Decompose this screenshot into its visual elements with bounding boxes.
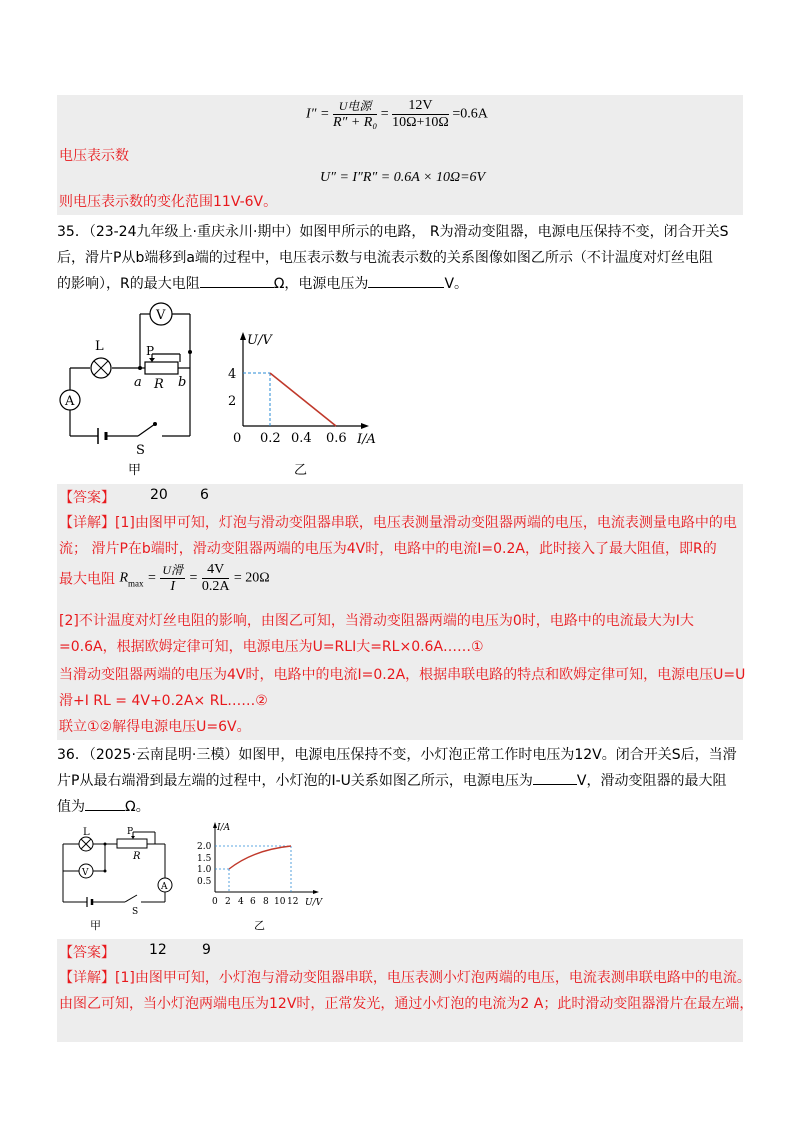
svg-text:2: 2: [228, 394, 237, 409]
svg-text:8: 8: [263, 897, 269, 907]
solution-conclusion: 则电压表示数的变化范围11V-6V。: [59, 194, 278, 210]
svg-text:0.5: 0.5: [197, 877, 212, 887]
svg-text:1.5: 1.5: [197, 854, 212, 864]
svg-text:0: 0: [212, 897, 218, 907]
svg-text:2: 2: [225, 897, 231, 907]
svg-text:S: S: [136, 443, 145, 458]
explanation-line: 流； 滑片P在b端时，滑动变阻器两端的电压为4V时，电路中的电流I=0.2A，此时接入了最大阻值，即R的: [59, 541, 717, 557]
explanation-line: 滑+I RL = 4V+0.2A× RL……②: [59, 693, 268, 709]
explanation-line: 【详解】[1]由图甲可知，小灯泡与滑动变阻器串联，电压表测小灯泡两端的电压，电流表测串联电路中的电流。: [59, 970, 751, 986]
svg-text:I/A: I/A: [357, 432, 376, 447]
svg-text:0.2: 0.2: [260, 431, 281, 446]
svg-text:R: R: [154, 377, 164, 392]
answer-blank: [200, 287, 274, 288]
svg-text:P: P: [127, 827, 134, 837]
svg-text:I/A: I/A: [217, 823, 231, 833]
figure-caption-yi: 乙: [254, 919, 265, 932]
answer-blank: [533, 784, 577, 785]
data-curve: [229, 846, 291, 869]
svg-text:A: A: [65, 394, 75, 409]
svg-text:0: 0: [233, 431, 242, 446]
question-35-line: 后，滑片P从b端移到a端的过程中，电压表示数与电流表示数的关系图像如图乙所示（不计温度对灯丝电阻: [57, 250, 713, 266]
svg-text:b: b: [178, 375, 187, 390]
explanation-line: 联立①②解得电源电压U=6V。: [59, 719, 251, 735]
explanation-formula: 最大电阻 $R_{max}$ = $\frac{\text{U滑}}{I}$ = $\frac{4V}{0.2A}$ = 20Ω: [59, 562, 270, 594]
svg-text:U/V: U/V: [305, 898, 323, 908]
explanation-line: [2]不计温度对灯丝电阻的影响，由图乙可知，当滑动变阻器两端的电压为0时，电路中的电流最大为I大: [59, 613, 694, 629]
explanation-line: 【详解】[1]由图甲可知，灯泡与滑动变阻器串联，电压表测量滑动变阻器两端的电压，电流表测量电路中的电: [59, 515, 737, 531]
rheostat-icon: [117, 839, 147, 848]
data-line: [270, 373, 336, 426]
svg-text:4: 4: [228, 367, 237, 382]
figure-caption-yi: 乙: [294, 463, 308, 478]
svg-text:2.0: 2.0: [197, 842, 212, 852]
fraction: $\frac{\text{U电源}}{\text{R″ + R₀}}$: [332, 99, 378, 130]
answer-blank: [368, 287, 444, 288]
graph-36: [193, 820, 323, 915]
answer-35: 【答案】 20 6: [59, 487, 209, 506]
svg-text:L: L: [83, 827, 90, 838]
svg-text:V: V: [156, 308, 166, 323]
svg-text:1.0: 1.0: [197, 865, 212, 875]
svg-text:4: 4: [238, 897, 244, 907]
svg-text:V: V: [82, 868, 89, 878]
circuit-diagram-35: [50, 296, 210, 476]
svg-text:10: 10: [274, 897, 286, 907]
graph-35: [225, 326, 390, 456]
question-35-line: 的影响），R的最大电阻 Ω，电源电压为 V。: [57, 276, 469, 292]
slider-arrow: [149, 358, 155, 362]
svg-text:6: 6: [250, 897, 256, 907]
rheostat-icon: [145, 362, 178, 374]
explanation-line: =0.6A，根据欧姆定律可知，电源电压为U=RLI大=RL×0.6A……①: [59, 639, 484, 655]
svg-text:L: L: [95, 339, 104, 354]
figure-caption-jia: 甲: [128, 463, 142, 478]
equation-current: I″ = $\frac{\text{U电源}}{\text{R″ + R₀}}$ = $\frac{12V}{10\Omega+10\Omega}$ =0.6A: [306, 98, 488, 130]
svg-text:0.4: 0.4: [291, 431, 312, 446]
figure-caption-jia: 甲: [90, 919, 101, 932]
question-36-line: 片P从最右端滑到最左端的过程中，小灯泡的I-U关系如图乙所示，电源电压为 V，滑动变阻器的最大阻: [57, 773, 727, 789]
answer-36: 【答案】 12 9: [59, 942, 211, 961]
equation-voltage: U″ = I″R″ = 0.6A × 10Ω=6V: [320, 170, 486, 185]
explanation-line: 当滑动变阻器两端的电压为4V时，电路中的电流I=0.2A，根据串联电路的特点和欧姆定律可知，电源电压U=U: [59, 667, 746, 683]
svg-text:S: S: [132, 907, 139, 916]
svg-text:0.6: 0.6: [326, 431, 347, 446]
circuit-diagram-36: [55, 826, 185, 916]
fraction: $\frac{12V}{10\Omega+10\Omega}$: [392, 98, 449, 130]
question-35-line: 35．（23-24九年级上·重庆永川·期中）如图甲所示的电路， R为滑动变阻器，电源电压保持不变，闭合开关S: [57, 224, 729, 240]
svg-text:A: A: [161, 882, 168, 892]
svg-text:R: R: [133, 851, 141, 862]
solution-text: 电压表示数: [59, 148, 129, 164]
svg-text:12: 12: [287, 897, 299, 907]
answer-blank: [85, 810, 125, 811]
svg-text:P: P: [146, 344, 155, 358]
explanation-line: 由图乙可知，当小灯泡两端电压为12V时，正常发光，通过小灯泡的电流为2 A；此时滑动变阻器滑片在最左端，: [59, 996, 754, 1012]
svg-text:U/V: U/V: [247, 333, 272, 348]
question-36-line: 值为 Ω。: [57, 799, 150, 815]
question-36-line: 36．（2025·云南昆明·三模）如图甲，电源电压保持不变，小灯泡正常工作时电压为12V。闭合开关S后，当滑: [57, 747, 737, 763]
svg-text:a: a: [134, 375, 142, 390]
